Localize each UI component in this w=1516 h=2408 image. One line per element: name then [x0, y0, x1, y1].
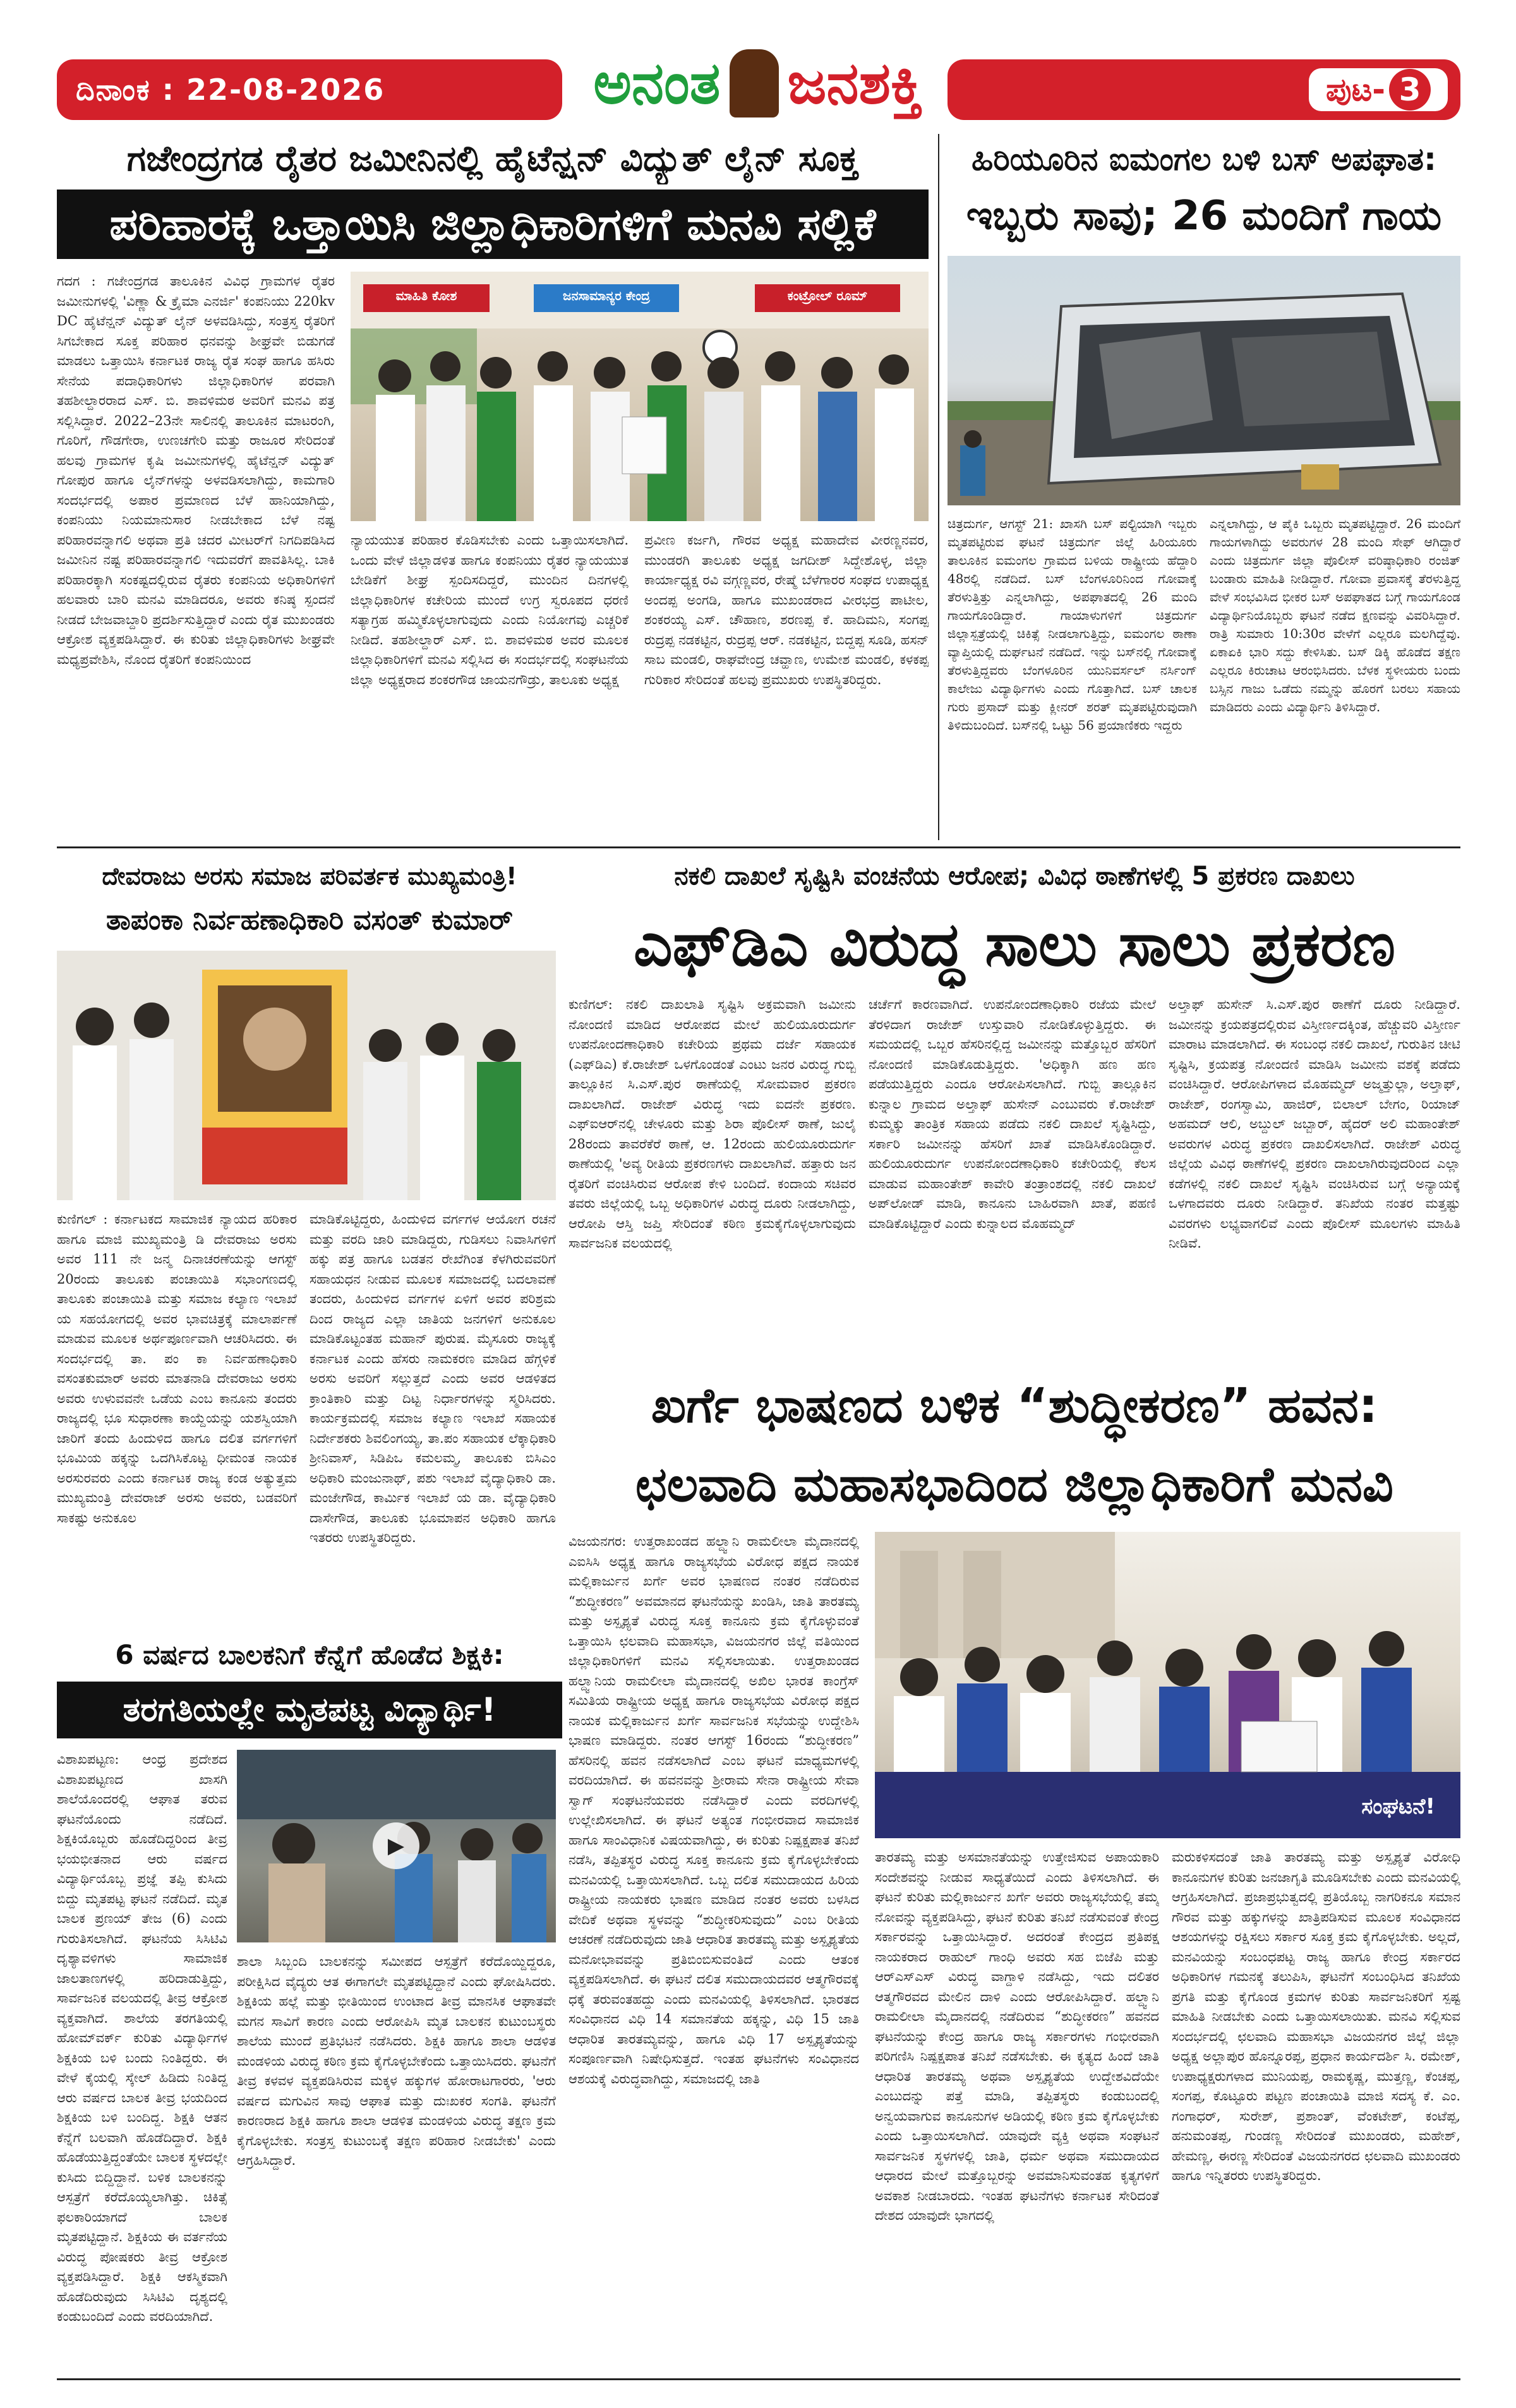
logo-word-right: ಜನಶಕ್ತಿ — [787, 49, 923, 117]
story3-headline-line1: ದೇವರಾಜು ಅರಸು ಸಮಾಜ ಪರಿವರ್ತಕ ಮುಖ್ಯಮಂತ್ರಿ! — [102, 862, 517, 890]
story5-video-still[interactable] — [237, 1750, 556, 1942]
page-bottom-rule — [57, 2378, 1460, 2380]
story5-column-1: ವಿಶಾಖಪಟ್ಟಣ: ಆಂಧ್ರ ಪ್ರದೇಶದ ವಿಶಾಖಪಟ್ಟಣದ ಖಾಸಗಿ ಶಾಲೆಯೊಂದರಲ್ಲಿ ಆಘಾತ ತರುವ ಘಟನೆಯೊಂದು ನಡೆದಿದೆ. ಶಿಕ್ಷಕಿಯೊಬ್ಬರು ಹೊಡೆದಿದ್ದರಿಂದ ತೀವ್ರ ಭಯಭೀತನಾದ ಆರು ವರ್ಷದ ವಿದ್ಯಾರ್ಥಿಯೊಬ್ಬ ಪ್ರಜ್ಞೆ ತಪ್ಪಿ ಕುಸಿದು ಬಿದ್ದು ಮೃತಪಟ್ಟ ಘಟನೆ ನಡೆದಿದೆ. ಮೃತ ಬಾಲಕ ಪ್ರಣಯ್ ತೇಜ (6) ಎಂದು ಗುರುತಿಸಲಾಗಿದೆ. ಘಟನೆಯ ಸಿಸಿಟಿವಿ ದೃಶ್ಯಾವಳಿಗಳು ಸಾಮಾಜಿಕ ಜಾಲತಾಣಗಳಲ್ಲಿ ಹರಿದಾಡುತ್ತಿದ್ದು, ಸಾರ್ವಜನಿಕ ವಲಯದಲ್ಲಿ ತೀವ್ರ ಆಕ್ರೋಶ ವ್ಯಕ್ತವಾಗಿದೆ. ಶಾಲೆಯ ತರಗತಿಯಲ್ಲಿ ಹೋಮ್‌ವರ್ಕ್ ಕುರಿತು ವಿದ್ಯಾರ್ಥಿಗಳ ಶಿಕ್ಷಕಿಯ ಬಳಿ ಬಂದು ನಿಂತಿದ್ದರು. ಈ ವೇಳೆ ಕೈಯಲ್ಲಿ ಸ್ಕೇಲ್ ಹಿಡಿದು ನಿಂತಿದ್ದ ಆರು ವರ್ಷದ ಬಾಲಕ ತೀವ್ರ ಭಯದಿಂದ ಶಿಕ್ಷಕಿಯ ಬಳಿ ಬಂದಿದ್ದ. ಶಿಕ್ಷಕಿ ಆತನ ಕೆನ್ನೆಗೆ ಬಲವಾಗಿ ಹೊಡೆದಿದ್ದಾರೆ. ಶಿಕ್ಷಕಿ ಹೊಡೆಯುತ್ತಿದ್ದಂತೆಯೇ ಬಾಲಕ ಸ್ಥಳದಲ್ಲೇ ಕುಸಿದು ಬಿದ್ದಿದ್ದಾನೆ. ಬಳಿಕ ಬಾಲಕನನ್ನು ಆಸ್ಪತ್ರೆಗೆ ಕರೆದೊಯ್ಯಲಾಗಿತ್ತು. ಚಿಕಿತ್ಸೆ ಫಲಕಾರಿಯಾಗದೆ ಬಾಲಕ ಮೃತಪಟ್ಟಿದ್ದಾನೆ. ಶಿಕ್ಷಕಿಯ ಈ ವರ್ತನೆಯ ವಿರುದ್ಧ ಪೋಷಕರು ತೀವ್ರ ಆಕ್ರೋಶ ವ್ಯಕ್ತಪಡಿಸಿದ್ದಾರೆ. ಶಿಕ್ಷಕಿ ಆಕಸ್ಮಿಕವಾಗಿ ಹೊಡೆದಿರುವುದು ಸಿಸಿಟಿವಿ ದೃಶ್ಯದಲ್ಲಿ ಕಂಡುಬಂದಿದೆ ಎಂದು ವರದಿಯಾಗಿದೆ. — [57, 1752, 227, 2324]
story2-photo — [948, 256, 1460, 505]
video-play-icon[interactable]: ▶ — [373, 1822, 419, 1869]
story6-headline-line1: ಖರ್ಗೆ ಭಾಷಣದ ಬಳಿಕ “ಶುದ್ಧೀಕರಣ” ಹವನ: — [651, 1377, 1378, 1433]
page-number-badge — [1309, 68, 1448, 111]
story6-photo — [875, 1532, 1460, 1838]
story4-headline-line1: ನಕಲಿ ದಾಖಲೆ ಸೃಷ್ಟಿಸಿ ವಂಚನೆಯ ಆರೋಪ; ವಿವಿಧ ಠಾಣೆಗಳಲ್ಲಿ 5 ಪ್ರಕರಣ ದಾಖಲು — [674, 862, 1355, 891]
masthead-page-bar — [948, 59, 1460, 120]
story6-column-2: ತಾರತಮ್ಯ ಮತ್ತು ಅಸಮಾನತೆಯನ್ನು ಉತ್ತೇಜಿಸುವ ಅಪಾಯಕಾರಿ ಸಂದೇಶವನ್ನು ನೀಡುವ ಸಾಧ್ಯತೆಯಿದೆ ಎಂದು ತಿಳಿಸಲಾಗಿದೆ. ಈ ಘಟನೆ ಕುರಿತು ಮಲ್ಲಿಕಾರ್ಜುನ ಖರ್ಗೆ ಅವರು ರಾಜ್ಯಸಭೆಯಲ್ಲಿ ತಮ್ಮ ನೋವನ್ನು ವ್ಯಕ್ತಪಡಿಸಿದ್ದು, ಘಟನೆ ಕುರಿತು ತನಿಖೆ ನಡೆಸುವಂತೆ ಕೇಂದ್ರ ಸರ್ಕಾರವನ್ನು ಒತ್ತಾಯಿಸಿದ್ದಾರೆ. ಅದರಂತೆ ಕೇಂದ್ರದ ಪ್ರತಿಪಕ್ಷ ನಾಯಕರಾದ ರಾಹುಲ್ ಗಾಂಧಿ ಅವರು ಸಹ ಬಿಜೆಪಿ ಮತ್ತು ಆರ್‌ಎಸ್‌ಎಸ್ ವಿರುದ್ಧ ವಾಗ್ದಾಳಿ ನಡೆಸಿದ್ದು, ಇದು ದಲಿತರ ಆತ್ಮಗೌರವದ ಮೇಲಿನ ದಾಳಿ ಎಂದು ಆರೋಪಿಸಿದ್ದಾರೆ. ಹಲ್ದ್ವಾನಿ ರಾಮಲೀಲಾ ಮೈದಾನದಲ್ಲಿ ನಡೆದಿರುವ “ಶುದ್ಧೀಕರಣ” ಹವನದ ಘಟನೆಯನ್ನು ಕೇಂದ್ರ ಹಾಗೂ ರಾಜ್ಯ ಸರ್ಕಾರಗಳು ಗಂಭೀರವಾಗಿ ಪರಿಗಣಿಸಿ ನಿಷ್ಪಕ್ಷಪಾತ ತನಿಖೆ ನಡೆಸಬೇಕು. ಈ ಕೃತ್ಯದ ಹಿಂದೆ ಜಾತಿ ಆಧಾರಿತ ತಾರತಮ್ಯ ಅಥವಾ ಅಸ್ಪೃಶ್ಯತೆಯ ಉದ್ದೇಶವಿದೆಯೇ ಎಂಬುದನ್ನು ಪತ್ತೆ ಮಾಡಿ, ತಪ್ಪಿತಸ್ಥರು ಕಂಡುಬಂದಲ್ಲಿ ಅನ್ವಯವಾಗುವ ಕಾನೂನುಗಳ ಅಡಿಯಲ್ಲಿ ಕಠಿಣ ಕ್ರಮ ಕೈಗೊಳ್ಳಬೇಕು ಎಂದು ಒತ್ತಾಯಿಸಲಾಗಿದೆ. ಯಾವುದೇ ವ್ಯಕ್ತಿ ಅಥವಾ ಸಂಘಟನೆ ಸಾರ್ವಜನಿಕ ಸ್ಥಳಗಳಲ್ಲಿ ಜಾತಿ, ಧರ್ಮ ಅಥವಾ ಸಮುದಾಯದ ಆಧಾರದ ಮೇಲೆ ಮತ್ತೊಬ್ಬರನ್ನು ಅವಮಾನಿಸುವಂತಹ ಕೃತ್ಯಗಳಿಗೆ ಅವಕಾಶ ನೀಡಬಾರದು. ಇಂತಹ ಘಟನೆಗಳು ಕರ್ನಾಟಕ ಸೇರಿದಂತೆ ದೇಶದ ಯಾವುದೇ ಭಾಗದಲ್ಲಿ — [875, 1850, 1159, 2223]
story4-column-3: ಅಲ್ತಾಫ್ ಹುಸೇನ್ ಸಿ.ಎಸ್.ಪುರ ಠಾಣೆಗೆ ದೂರು ನೀಡಿದ್ದಾರೆ. ಜಮೀನನ್ನು ಕ್ರಯಪತ್ರದಲ್ಲಿರುವ ವಿಸ್ತೀರ್ಣದಕ್ಕಿಂತ, ಹೆಚ್ಚುವರಿ ವಿಸ್ತೀರ್ಣ ಮಾರಾಟ ಮಾಡಲಾಗಿದೆ. ಈ ಸಂಬಂಧ ನಕಲಿ ದಾಖಲೆ, ಗುರುತಿನ ಚೀಟಿ ಸೃಷ್ಟಿಸಿ, ಕ್ರಯಪತ್ರ ನೋಂದಣಿ ಮಾಡಿಸಿ ಜಮೀನು ವಶಕ್ಕೆ ಪಡೆದು ವಂಚಿಸಿದ್ದಾರೆ. ಆರೋಪಿಗಳಾದ ಮೊಹಮ್ಮದ್ ಅಜ್ಮತ್ತುಲ್ಲಾ, ಅಲ್ತಾಫ್, ರಾಜೇಶ್, ರಂಗಸ್ವಾಮಿ, ಹಾಜಿರ್, ಬಿಲಾಲ್ ಬೇಗಂ, ರಿಯಾಜ್ ಅಹಮದ್ ಆಲಿ, ಅಬ್ದುಲ್ ಜಬ್ಬಾರ್, ಹೈದರ್ ಅಲಿ ಮಹಾಂತೇಶ್ ಅವರುಗಳ ವಿರುದ್ಧ ಪ್ರಕರಣ ದಾಖಲಿಸಲಾಗಿದೆ. ರಾಜೇಶ್ ವಿರುದ್ಧ ಜಿಲ್ಲೆಯ ವಿವಿಧ ಠಾಣೆಗಳಲ್ಲಿ ಪ್ರಕರಣ ದಾಖಲಾಗಿರುವುದರಿಂದ ಎಲ್ಲಾ ಕಡೆಗಳಲ್ಲಿ ನಕಲಿ ದಾಖಲೆ ಸೃಷ್ಟಿಸಿ ವಂಚಿಸಿರುವ ಬಗ್ಗೆ ಅನ್ಯಾಯಕ್ಕೆ ಒಳಗಾದವರು ದೂರು ನೀಡಿದ್ದಾರೆ. ತನಿಖೆಯ ನಂತರ ಮತ್ತಷ್ಟು ವಿವರಗಳು ಲಭ್ಯವಾಗಲಿವೆ ಎಂದು ಪೊಲೀಸ್ ಮೂಲಗಳು ಮಾಹಿತಿ ನೀಡಿವೆ. — [1169, 997, 1460, 1251]
newspaper-logo — [556, 39, 960, 128]
masthead-date-bar — [57, 59, 562, 120]
story1-column-1: ಗದಗ : ಗಜೇಂದ್ರಗಡ ತಾಲೂಕಿನ ವಿವಿಧ ಗ್ರಾಮಗಳ ರೈತರ ಜಮೀನುಗಳಲ್ಲಿ 'ವಿಣ್ಣಾ & ಕ್ರೈಮಾ ಎನರ್ಜಿ' ಕಂಪನಿಯು 220kv DC ಹೈಟೆನ್ಷನ್ ವಿದ್ಯುತ್ ಲೈನ್ ಅಳವಡಿಸಿದ್ದು, ಸಂತ್ರಸ್ತ ರೈತರಿಗೆ ಸಿಗಬೇಕಾದ ಸೂಕ್ತ ಪರಿಹಾರ ಧನವನ್ನು ಶೀಘ್ರವೇ ಬಿಡುಗಡೆ ಮಾಡಲು ಒತ್ತಾಯಿಸಿ ಕರ್ನಾಟಕ ರಾಜ್ಯ ರೈತ ಸಂಘ ಹಾಗೂ ಹಸಿರು ಸೇನೆಯ ಪದಾಧಿಕಾರಿಗಳು ಜಿಲ್ಲಾಧಿಕಾರಿಗಳ ಪರವಾಗಿ ತಹಶೀಲ್ದಾರರಾದ ಎಸ್. ಬಿ. ಶಾವಳಿಮಠ ಅವರಿಗೆ ಮನವಿ ಪತ್ರ ಸಲ್ಲಿಸಿದ್ದಾರೆ. 2022–23ನೇ ಸಾಲಿನಲ್ಲಿ ತಾಲೂಕಿನ ಮಾಟರಂಗಿ, ಗೊರಿಗೆ, ಗೌಡಗೇರಾ, ಉಣಚಗೇರಿ ಮತ್ತು ರಾಜೂರ ಸೇರಿದಂತೆ ಹಲವು ಗ್ರಾಮಗಳ ಕೃಷಿ ಜಮೀನುಗಳಲ್ಲಿ ಹೈಟೆನ್ಷನ್ ವಿದ್ಯುತ್ ಗೋಪುರ ಹಾಗೂ ಲೈನ್‌ಗಳನ್ನು ಅಳವಡಿಸಲಾಗಿದ್ದು, ಕಾಮಗಾರಿ ಸಂದರ್ಭದಲ್ಲಿ ಅಪಾರ ಪ್ರಮಾಣದ ಬೆಳೆ ಹಾನಿಯಾಗಿದ್ದು, ಕಂಪನಿಯು ನಿಯಮಾನುಸಾರ ನೀಡಬೇಕಾದ ಬೆಳೆ ನಷ್ಟ ಪರಿಹಾರವನ್ನಾಗಲಿ ಅಥವಾ ಪ್ರತಿ ಚದರ ಮೀಟರ್‌ಗೆ ನಿಗದಿಪಡಿಸಿದ ಜಮೀನಿನ ನಷ್ಟ ಪರಿಹಾರವನ್ನಾಗಲಿ ಇದುವರೆಗೆ ಪಾವತಿಸಿಲ್ಲ. ಬಾಕಿ ಪರಿಹಾರಕ್ಕಾಗಿ ಸಂಕಷ್ಟದಲ್ಲಿರುವ ರೈತರು ಕಂಪನಿಯ ಅಧಿಕಾರಿಗಳಿಗೆ ಹಲವಾರು ಬಾರಿ ಮನವಿ ಮಾಡಿದರೂ, ಅವರು ಕನಿಷ್ಠ ಸ್ಪಂದನೆ ನೀಡದೆ ಬೇಜವಾಬ್ದಾರಿ ಪ್ರದರ್ಶಿಸುತ್ತಿದ್ದಾರೆ ಎಂದು ರೈತ ಮುಖಂಡರು ಆಕ್ರೋಶ ವ್ಯಕ್ತಪಡಿಸಿದ್ದಾರೆ. ಈ ಕುರಿತು ಜಿಲ್ಲಾಧಿಕಾರಿಗಳು ಶೀಘ್ರವೇ ಮಧ್ಯಪ್ರವೇಶಿಸಿ, ನೊಂದ ರೈತರಿಗೆ ಕಂಪನಿಯಿಂದ — [57, 274, 335, 667]
story2-headline-line1: ಹಿರಿಯೂರಿನ ಐಮಂಗಲ ಬಳಿ ಬಸ್ ಅಪಘಾತ: — [972, 141, 1436, 178]
story3-column-1: ಕುಣಿಗಲ್ : ಕರ್ನಾಟಕದ ಸಾಮಾಜಿಕ ನ್ಯಾಯದ ಹರಿಕಾರ ಹಾಗೂ ಮಾಜಿ ಮುಖ್ಯಮಂತ್ರಿ ಡಿ ದೇವರಾಜು ಅರಸು ಅವರ 111 ನೇ ಜನ್ಮ ದಿನಾಚರಣೆಯನ್ನು ಆಗಸ್ಟ್ 20ರಂದು ತಾಲೂಕು ಪಂಚಾಯಿತಿ ಸಭಾಂಗಣದಲ್ಲಿ ತಾಲೂಕು ಪಂಚಾಯಿತಿ ಮತ್ತು ಸಮಾಜ ಕಲ್ಯಾಣ ಇಲಾಖೆ ಯ ಸಹಯೋಗದಲ್ಲಿ ಅವರ ಭಾವಚಿತ್ರಕ್ಕೆ ಮಾಲಾರ್ಪಣೆ ಮಾಡುವ ಮೂಲಕ ಅರ್ಥಪೂರ್ಣವಾಗಿ ಆಚರಿಸಿದರು. ಈ ಸಂದರ್ಭದಲ್ಲಿ ತಾ. ಪಂ ಕಾ ನಿರ್ವಹಣಾಧಿಕಾರಿ ವಸಂತಕುಮಾರ್ ಅವರು ಮಾತನಾಡಿ ದೇವರಾಜು ಅರಸು ಅವರು ಉಳುವವನೇ ಒಡೆಯ ಎಂಬ ಕಾನೂನು ತಂದರು ರಾಜ್ಯದಲ್ಲಿ ಭೂ ಸುಧಾರಣಾ ಕಾಯ್ದೆಯನ್ನು ಯಶಸ್ವಿಯಾಗಿ ಜಾರಿಗೆ ತಂದು ಹಿಂದುಳಿದ ಹಾಗೂ ದಲಿತ ವರ್ಗಗಳಿಗೆ ಭೂಮಿಯ ಹಕ್ಕನ್ನು ಒದಗಿಸಿಕೊಟ್ಟ ಧೀಮಂತ ನಾಯಕ ಅರಸುರವರು ಎಂದು ಕರ್ನಾಟಕ ರಾಜ್ಯ ಕಂಡ ಅತ್ಯುತ್ತಮ ಮುಖ್ಯಮಂತ್ರಿ ದೇವರಾಜ್ ಅರಸು ಅವರು, ಬಡವರಿಗೆ ಸಾಕಷ್ಟು ಅನುಕೂಲ — [57, 1212, 297, 1526]
page-label: ಪುಟ- — [1325, 71, 1386, 108]
story2-headline-line2: ಇಬ್ಬರು ಸಾವು; 26 ಮಂದಿಗೆ ಗಾಯ — [966, 193, 1442, 239]
story5-column-2: ಶಾಲಾ ಸಿಬ್ಬಂದಿ ಬಾಲಕನನ್ನು ಸಮೀಪದ ಆಸ್ಪತ್ರೆಗೆ ಕರೆದೊಯ್ದಿದ್ದರೂ, ಪರೀಕ್ಷಿಸಿದ ವೈದ್ಯರು ಆತ ಈಗಾಗಲೇ ಮೃತಪಟ್ಟಿದ್ದಾನೆ ಎಂದು ಘೋಷಿಸಿದರು. ಶಿಕ್ಷಕಿಯ ಹಲ್ಲೆ ಮತ್ತು ಭೀತಿಯಿಂದ ಉಂಟಾದ ತೀವ್ರ ಮಾನಸಿಕ ಆಘಾತವೇ ಮಗನ ಸಾವಿಗೆ ಕಾರಣ ಎಂದು ಆರೋಪಿಸಿ ಮೃತ ಬಾಲಕನ ಕುಟುಂಬಸ್ಥರು ಶಾಲೆಯ ಮುಂದೆ ಪ್ರತಿಭಟನೆ ನಡೆಸಿದರು. ಶಿಕ್ಷಕಿ ಹಾಗೂ ಶಾಲಾ ಆಡಳಿತ ಮಂಡಳಿಯ ವಿರುದ್ಧ ಕಠಿಣ ಕ್ರಮ ಕೈಗೊಳ್ಳಬೇಕೆಂದು ಒತ್ತಾಯಿಸಿದರು. ಘಟನೆಗೆ ತೀವ್ರ ಕಳವಳ ವ್ಯಕ್ತಪಡಿಸಿರುವ ಮಕ್ಕಳ ಹಕ್ಕುಗಳ ಹೋರಾಟಗಾರರು, 'ಆರು ವರ್ಷದ ಮಗುವಿನ ಸಾವು ಆಘಾತ ಮತ್ತು ದುಃಖಕರ ಸಂಗತಿ. ಘಟನೆಗೆ ಕಾರಣರಾದ ಶಿಕ್ಷಕಿ ಹಾಗೂ ಶಾಲಾ ಆಡಳಿತ ಮಂಡಳಿಯ ವಿರುದ್ಧ ತಕ್ಷಣ ಕ್ರಮ ಕೈಗೊಳ್ಳಬೇಕು. ಸಂತ್ರಸ್ತ ಕುಟುಂಬಕ್ಕೆ ತಕ್ಷಣ ಪರಿಹಾರ ನೀಡಬೇಕು' ಎಂದು ಆಗ್ರಹಿಸಿದ್ದಾರೆ. — [237, 1954, 556, 2168]
section-divider-1 — [57, 846, 1460, 848]
story5-headline-line2: ತರಗತಿಯಲ್ಲೇ ಮೃತಪಟ್ಟ ವಿದ್ಯಾರ್ಥಿ! — [57, 1682, 562, 1738]
story1-column-2: ನ್ಯಾಯಯುತ ಪರಿಹಾರ ಕೊಡಿಸಬೇಕು ಎಂದು ಒತ್ತಾಯಿಸಲಾಗಿದೆ. ಒಂದು ವೇಳೆ ಜಿಲ್ಲಾಡಳಿತ ಹಾಗೂ ಕಂಪನಿಯು ರೈತರ ನ್ಯಾಯಯುತ ಬೇಡಿಕೆಗೆ ಶೀಘ್ರ ಸ್ಪಂದಿಸದಿದ್ದರೆ, ಮುಂದಿನ ದಿನಗಳಲ್ಲಿ ಜಿಲ್ಲಾಧಿಕಾರಿಗಳ ಕಚೇರಿಯ ಮುಂದೆ ಉಗ್ರ ಸ್ವರೂಪದ ಧರಣಿ ಸತ್ಯಾಗ್ರಹ ಹಮ್ಮಿಕೊಳ್ಳಲಾಗುವುದು ಎಂದು ನಿಯೋಗವು ಎಚ್ಚರಿಕೆ ನೀಡಿದೆ. ತಹಶೀಲ್ದಾರ್ ಎಸ್. ಬಿ. ಶಾವಳಿಮಠ ಅವರ ಮೂಲಕ ಜಿಲ್ಲಾಧಿಕಾರಿಗಳಿಗೆ ಮನವಿ ಸಲ್ಲಿಸಿದ ಈ ಸಂದರ್ಭದಲ್ಲಿ ಸಂಘಟನೆಯ ಜಿಲ್ಲಾ ಅಧ್ಯಕ್ಷರಾದ ಶಂಕರಗೌಡ ಜಾಯನಗೌಡ್ರು, ತಾಲೂಕು ಅಧ್ಯಕ್ಷ — [351, 533, 629, 687]
photo-sign-control-room: ಕಂಟ್ರೋಲ್ ರೂಮ್ — [787, 288, 868, 303]
story3-headline-line2: ತಾಪಂಕಾ ನಿರ್ವಹಣಾಧಿಕಾರಿ ವಸಂತ್ ಕುಮಾರ್ — [105, 904, 513, 936]
story3-photo-scene — [57, 951, 556, 1200]
story3-photo — [57, 951, 556, 1200]
column-divider — [938, 134, 939, 840]
story6-column-1: ವಿಜಯನಗರ: ಉತ್ತರಾಖಂಡದ ಹಲ್ದ್ವಾನಿ ರಾಮಲೀಲಾ ಮೈದಾನದಲ್ಲಿ ಎಐಸಿಸಿ ಅಧ್ಯಕ್ಷ ಹಾಗೂ ರಾಜ್ಯಸಭೆಯ ವಿರೋಧ ಪಕ್ಷದ ನಾಯಕ ಮಲ್ಲಿಕಾರ್ಜುನ ಖರ್ಗೆ ಅವರ ಭಾಷಣದ ನಂತರ ನಡೆದಿರುವ “ಶುದ್ಧೀಕರಣ” ಅವಮಾನದ ಘಟನೆಯನ್ನು ಖಂಡಿಸಿ, ಜಾತಿ ತಾರತಮ್ಯ ಮತ್ತು ಅಸ್ಪೃಶ್ಯತೆ ವಿರುದ್ಧ ಸೂಕ್ತ ಕಾನೂನು ಕ್ರಮ ಕೈಗೊಳ್ಳುವಂತೆ ಒತ್ತಾಯಿಸಿ ಛಲವಾದಿ ಮಹಾಸಭಾ, ವಿಜಯನಗರ ಜಿಲ್ಲೆ ವತಿಯಿಂದ ಜಿಲ್ಲಾಧಿಕಾರಿಗಳಿಗೆ ಮನವಿ ಸಲ್ಲಿಸಲಾಯಿತು. ಉತ್ತರಾಖಂಡದ ಹಲ್ದ್ವಾನಿಯ ರಾಮಲೀಲಾ ಮೈದಾನದಲ್ಲಿ ಅಖಿಲ ಭಾರತ ಕಾಂಗ್ರೆಸ್ ಸಮಿತಿಯ ರಾಷ್ಟ್ರೀಯ ಅಧ್ಯಕ್ಷ ಹಾಗೂ ರಾಜ್ಯಸಭೆಯ ವಿರೋಧ ಪಕ್ಷದ ನಾಯಕ ಮಲ್ಲಿಕಾರ್ಜುನ ಖರ್ಗೆ ಸಾರ್ವಜನಿಕ ಸಭೆಯನ್ನು ಉದ್ದೇಶಿಸಿ ಭಾಷಣ ಮಾಡಿದ್ದರು. ನಂತರ ಆಗಸ್ಟ್ 16ರಂದು “ಶುದ್ಧೀಕರಣ” ಹೆಸರಿನಲ್ಲಿ ಹವನ ನಡೆಸಲಾಗಿದೆ ಎಂಬ ಘಟನೆ ಮಾಧ್ಯಮಗಳಲ್ಲಿ ವರದಿಯಾಗಿದೆ. ಈ ಹವನವನ್ನು ಶ್ರೀರಾಮ ಸೇನಾ ರಾಷ್ಟ್ರೀಯ ಸೇವಾ ಸ್ವಾಗ್ ಸಂಘಟನೆಯವರು ನಡೆಸಿದ್ದಾರೆ ಎಂದು ವರದಿಗಳಲ್ಲಿ ಉಲ್ಲೇಖಿಸಲಾಗಿದೆ. ಈ ಘಟನೆ ಅತ್ಯಂತ ಗಂಭೀರವಾದ ಸಾಮಾಜಿಕ ಹಾಗೂ ಸಾಂವಿಧಾನಿಕ ವಿಷಯವಾಗಿದ್ದು, ಈ ಕುರಿತು ನಿಷ್ಪಕ್ಷಪಾತ ತನಿಖೆ ನಡೆಸಿ, ತಪ್ಪಿತಸ್ಥರ ವಿರುದ್ಧ ಸೂಕ್ತ ಕಾನೂನು ಕ್ರಮ ಕೈಗೊಳ್ಳಬೇಕೆಂದು ಮನವಿಯಲ್ಲಿ ಒತ್ತಾಯಿಸಲಾಗಿದೆ. ಒಬ್ಬ ದಲಿತ ಸಮುದಾಯದ ಹಿರಿಯ ರಾಷ್ಟ್ರೀಯ ನಾಯಕರು ಭಾಷಣ ಮಾಡಿದ ನಂತರ ಅವರು ಬಳಸಿದ ವೇದಿಕೆ ಅಥವಾ ಸ್ಥಳವನ್ನು “ಶುದ್ಧೀಕರಿಸುವುದು” ಎಂಬ ರೀತಿಯ ಆಚರಣೆ ನಡೆದಿರುವುದು ಜಾತಿ ಆಧಾರಿತ ತಾರತಮ್ಯ ಮತ್ತು ಅಸ್ಪೃಶ್ಯತೆಯ ಮನೋಭಾವವನ್ನು ಪ್ರತಿಬಿಂಬಿಸುವಂತಿದೆ ಎಂದು ಆತಂಕ ವ್ಯಕ್ತಪಡಿಸಲಾಗಿದೆ. ಈ ಘಟನೆ ದಲಿತ ಸಮುದಾಯದವರ ಆತ್ಮಗೌರವಕ್ಕೆ ಧಕ್ಕೆ ತರುವಂತಹದ್ದು ಎಂದು ಮನವಿಯಲ್ಲಿ ತಿಳಿಸಲಾಗಿದೆ. ಭಾರತದ ಸಂವಿಧಾನದ ವಿಧಿ 14 ಸಮಾನತೆಯ ಹಕ್ಕನ್ನು, ವಿಧಿ 15 ಜಾತಿ ಆಧಾರಿತ ತಾರತಮ್ಯವನ್ನು, ಹಾಗೂ ವಿಧಿ 17 ಅಸ್ಪೃಶ್ಯತೆಯನ್ನು ಸಂಪೂರ್ಣವಾಗಿ ನಿಷೇಧಿಸುತ್ತದೆ. ಇಂತಹ ಘಟನೆಗಳು ಸಂವಿಧಾನದ ಆಶಯಕ್ಕೆ ವಿರುದ್ಧವಾಗಿದ್ದು, ಸಮಾಜದಲ್ಲಿ ಜಾತಿ — [568, 1534, 859, 2086]
story1-headline-line2: ಪರಿಹಾರಕ್ಕೆ ಒತ್ತಾಯಿಸಿ ಜಿಲ್ಲಾಧಿಕಾರಿಗಳಿಗೆ ಮನವಿ ಸಲ್ಲಿಕೆ — [57, 190, 929, 259]
story2-column-1: ಚಿತ್ರದುರ್ಗ, ಆಗಸ್ಟ್ 21: ಖಾಸಗಿ ಬಸ್ ಪಲ್ಟಿಯಾಗಿ ಇಬ್ಬರು ಮೃತಪಟ್ಟಿರುವ ಘಟನೆ ಚಿತ್ರದುರ್ಗ ಜಿಲ್ಲೆ ಹಿರಿಯೂರು ತಾಲೂಕಿನ ಐಮಂಗಲ ಗ್ರಾಮದ ಬಳಿಯ ರಾಷ್ಟ್ರೀಯ ಹೆದ್ದಾರಿ 48ರಲ್ಲಿ ನಡೆದಿದೆ. ಬಸ್ ಬೆಂಗಳೂರಿನಿಂದ ಗೋವಾಕ್ಕೆ ತೆರಳುತ್ತಿತ್ತು ಎನ್ನಲಾಗಿದ್ದು, ಅಪಘಾತದಲ್ಲಿ 26 ಮಂದಿ ಗಾಯಗೊಂಡಿದ್ದಾರೆ. ಗಾಯಾಳುಗಳಿಗೆ ಚಿತ್ರದುರ್ಗ ಜಿಲ್ಲಾಸ್ಪತ್ರೆಯಲ್ಲಿ ಚಿಕಿತ್ಸೆ ನೀಡಲಾಗುತ್ತಿದ್ದು, ಐಮಂಗಲ ಠಾಣಾ ವ್ಯಾಪ್ತಿಯಲ್ಲಿ ದುರ್ಘಟನೆ ನಡೆದಿದೆ. ಇನ್ನು ಬಸ್‌ನಲ್ಲಿ ಗೋವಾಕ್ಕೆ ತೆರಳುತ್ತಿದ್ದವರು ಬೆಂಗಳೂರಿನ ಯುನಿವರ್ಸಲ್ ನರ್ಸಿಂಗ್ ಕಾಲೇಜು ವಿದ್ಯಾರ್ಥಿಗಳು ಎಂದು ಗೊತ್ತಾಗಿದೆ. ಬಸ್ ಚಾಲಕ ಗುರು ಪ್ರಸಾದ್ ಮತ್ತು ಕ್ಲೀನರ್ ಶರತ್ ಮೃತಪಟ್ಟಿರುವುದಾಗಿ ತಿಳಿದುಬಂದಿದೆ. ಬಸ್‌ನಲ್ಲಿ ಒಟ್ಟು 56 ಪ್ರಯಾಣಿಕರು ಇದ್ದರು — [948, 516, 1197, 733]
story6-photo-scene — [875, 1532, 1460, 1838]
raised-fist-icon — [730, 49, 779, 117]
story2-column-2: ಎನ್ನಲಾಗಿದ್ದು, ಆ ಪೈಕಿ ಒಬ್ಬರು ಮೃತಪಟ್ಟಿದ್ದಾರೆ. 26 ಮಂದಿಗೆ ಗಾಯಗಳಾಗಿದ್ದು ಅವರುಗಳ 28 ಮಂದಿ ಸೇಫ್ ಆಗಿದ್ದಾರೆ ಎಂದು ಚಿತ್ರದುರ್ಗ ಜಿಲ್ಲಾ ಪೊಲೀಸ್ ವರಿಷ್ಠಾಧಿಕಾರಿ ರಂಜಿತ್ ಬಂಡಾರು ಮಾಹಿತಿ ನೀಡಿದ್ದಾರೆ. ಗೋವಾ ಪ್ರವಾಸಕ್ಕೆ ತೆರಳುತ್ತಿದ್ದ ವೇಳೆ ಸಂಭವಿಸಿದ ಭೀಕರ ಬಸ್ ಅಪಘಾತದ ಬಗ್ಗೆ ಗಾಯಗೊಂಡ ವಿದ್ಯಾರ್ಥಿನಿಯೊಬ್ಬರು ಘಟನೆ ನಡೆದ ಕ್ಷಣವನ್ನು ವಿವರಿಸಿದ್ದಾರೆ. ರಾತ್ರಿ ಸುಮಾರು 10:30ರ ವೇಳೆಗೆ ಎಲ್ಲರೂ ಮಲಗಿದ್ದೆವು. ಏಕಾಏಕಿ ಭಾರಿ ಸದ್ದು ಕೇಳಿಸಿತು. ಬಸ್ ಡಿಕ್ಕಿ ಹೊಡೆದ ತಕ್ಷಣ ಎಲ್ಲರೂ ಕಿರುಚಾಟ ಆರಂಭಿಸಿದರು. ಬೆಳಕ ಸ್ಥಳೀಯರು ಬಂದು ಬಸ್ಸಿನ ಗಾಜು ಒಡೆದು ನಮ್ಮನ್ನು ಹೊರಗೆ ಬರಲು ಸಹಾಯ ಮಾಡಿದರು ಎಂದು ವಿದ್ಯಾರ್ಥಿನಿ ತಿಳಿಸಿದ್ದಾರೆ. — [1210, 516, 1460, 714]
story4-headline-line2: ಎಫ್‌ಡಿಎ ವಿರುದ್ಧ ಸಾಲು ಸಾಲು ಪ್ರಕರಣ — [633, 909, 1396, 980]
story1-photo — [351, 272, 929, 521]
logo-word-left: ಅನಂತ — [593, 49, 721, 117]
story2-photo-scene — [948, 256, 1460, 505]
story3-column-2: ಮಾಡಿಕೊಟ್ಟಿದ್ದರು, ಹಿಂದುಳಿದ ವರ್ಗಗಳ ಆಯೋಗ ರಚನೆ ಮತ್ತು ವರದಿ ಜಾರಿ ಮಾಡಿದ್ದರು, ಗುಡಿಸಲು ನಿವಾಸಿಗಳಿಗೆ ಹಕ್ಕು ಪತ್ರ ಹಾಗೂ ಬಡತನ ರೇಖೆಗಿಂತ ಕೆಳಗಿರುವವರಿಗೆ ಸಹಾಯಧನ ನೀಡುವ ಮೂಲಕ ಸಮಾಜದಲ್ಲಿ ಬದಲಾವಣೆ ತಂದರು, ಹಿಂದುಳಿದ ವರ್ಗಗಳ ಏಳಿಗೆ ಅವರ ಪರಿಶ್ರಮ ದಿಂದ ರಾಜ್ಯದ ಎಲ್ಲಾ ಜಾತಿಯ ಜನಗಳಿಗೆ ಅನುಕೂಲ ಮಾಡಿಕೊಟ್ಟಂತಹ ಮಹಾನ್ ಪುರುಷ. ಮೈಸೂರು ರಾಜ್ಯಕ್ಕೆ ಕರ್ನಾಟಕ ಎಂದು ಹೆಸರು ನಾಮಕರಣ ಮಾಡಿದ ಹೆಗ್ಗಳಿಕೆ ಅರಸು ಅವರಿಗೆ ಸಲ್ಲುತ್ತದೆ ಎಂದು ಅವರ ಆಡಳಿತದ ಕ್ರಾಂತಿಕಾರಿ ಮತ್ತು ದಿಟ್ಟ ನಿರ್ಧಾರಗಳನ್ನು ಸ್ಮರಿಸಿದರು. ಕಾರ್ಯಕ್ರಮದಲ್ಲಿ ಸಮಾಜ ಕಲ್ಯಾಣ ಇಲಾಖೆ ಸಹಾಯಕ ನಿರ್ದೇಶಕರು ಶಿವಲಿಂಗಯ್ಯ, ತಾ.ಪಂ ಸಹಾಯಕ ಲೆಕ್ಕಾಧಿಕಾರಿ ಶ್ರೀನಿವಾಸ್, ಸಿಡಿಪಿಒ ಕಮಲಮ್ಮ, ತಾಲೂಕು ಬಿಸಿಎಂ ಅಧಿಕಾರಿ ಮಂಜುನಾಥ್, ಪಶು ಇಲಾಖೆ ವೈದ್ಯಾಧಿಕಾರಿ ಡಾ. ಮಂಜೇಗೌಡ, ಕಾರ್ಮಿಕ ಇಲಾಖೆ ಯ ಡಾ. ವೈದ್ಯಾಧಿಕಾರಿ ದಾಸೇಗೌಡ, ತಾಲೂಕು ಭೂಮಾಪನ ಅಧಿಕಾರಿ ಹಾಗೂ ಇತರರು ಉಪಸ್ಥಿತರಿದ್ದರು. — [310, 1212, 556, 1545]
issue-date: ದಿನಾಂಕ : 22-08-2026 — [76, 73, 385, 107]
photo-sign-center: ಜನಸಾಮಾನ್ಯರ ಕೇಂದ್ರ — [563, 288, 650, 303]
story1-photo-scene — [351, 272, 929, 521]
story6-column-3: ಮರುಕಳಿಸದಂತೆ ಜಾತಿ ತಾರತಮ್ಯ ಮತ್ತು ಅಸ್ಪೃಶ್ಯತೆ ವಿರೋಧಿ ಕಾನೂನುಗಳ ಕುರಿತು ಜನಜಾಗೃತಿ ಮೂಡಿಸಬೇಕು ಎಂದು ಮನವಿಯಲ್ಲಿ ಆಗ್ರಹಿಸಲಾಗಿದೆ. ಪ್ರಜಾಪ್ರಭುತ್ವದಲ್ಲಿ ಪ್ರತಿಯೊಬ್ಬ ನಾಗರಿಕನೂ ಸಮಾನ ಗೌರವ ಮತ್ತು ಹಕ್ಕುಗಳನ್ನು ಖಾತ್ರಿಪಡಿಸುವ ಮೂಲಕ ಸಂವಿಧಾನದ ಆಶಯಗಳನ್ನು ರಕ್ಷಿಸಲು ಸರ್ಕಾರ ಸೂಕ್ತ ಕ್ರಮ ಕೈಗೊಳ್ಳಬೇಕು. ಅಲ್ಲದೆ, ಮನವಿಯನ್ನು ಸಂಬಂಧಪಟ್ಟ ರಾಜ್ಯ ಹಾಗೂ ಕೇಂದ್ರ ಸರ್ಕಾರದ ಅಧಿಕಾರಿಗಳ ಗಮನಕ್ಕೆ ತಲುಪಿಸಿ, ಘಟನೆಗೆ ಸಂಬಂಧಿಸಿದ ತನಿಖೆಯ ಪ್ರಗತಿ ಮತ್ತು ಕೈಗೊಂಡ ಕ್ರಮಗಳ ಕುರಿತು ಸಾರ್ವಜನಿಕರಿಗೆ ಸ್ಪಷ್ಟ ಮಾಹಿತಿ ನೀಡಬೇಕು ಎಂದು ಒತ್ತಾಯಿಸಲಾಯಿತು. ಮನವಿ ಸಲ್ಲಿಸುವ ಸಂದರ್ಭದಲ್ಲಿ ಛಲವಾದಿ ಮಹಾಸಭಾ ವಿಜಯನಗರ ಜಿಲ್ಲೆ ಜಿಲ್ಲಾ ಅಧ್ಯಕ್ಷ ಅಲ್ಲಾಪುರ ಹೊನ್ನೂರಪ್ಪ, ಪ್ರಧಾನ ಕಾರ್ಯದರ್ಶಿ ಸಿ. ರಮೇಶ್, ಉಪಾಧ್ಯಕ್ಷರುಗಳಾದ ಮುನಿಯಪ್ಪ, ರಾಮಕೃಷ್ಣ, ಮುತ್ತಣ್ಣ, ಕೆಂಚಪ್ಪ, ಸಂಗಪ್ಪ, ಕೊಟ್ಟೂರು ಪಟ್ಟಣ ಪಂಚಾಯಿತಿ ಮಾಜಿ ಸದಸ್ಯ ಕೆ. ಎಂ. ಗಂಗಾಧರ್, ಸುರೇಶ್, ಪ್ರಶಾಂತ್, ವೆಂಕಟೇಶ್, ಕಂಟೆಪ್ಪ, ಹನುಮಂತಪ್ಪ, ಗುಂಡಣ್ಣ ಸೇರಿದಂತೆ ಮುಖಂಡರು, ಮಹೇಶ್, ಹೇಮಣ್ಣ, ಈರಣ್ಣ ಸೇರಿದಂತೆ ವಿಜಯನಗರದ ಛಲವಾದಿ ಮುಖಂಡರು ಹಾಗೂ ಇನ್ನಿತರರು ಉಪಸ್ಥಿತರಿದ್ದರು. — [1172, 1850, 1460, 2183]
page-number: 3 — [1389, 69, 1431, 111]
story1-column-3: ಪ್ರವೀಣ ಕರ್ಜಗಿ, ಗೌರವ ಅಧ್ಯಕ್ಷ ಮಹಾದೇವ ವೀರಣ್ಣನವರ, ಮುಂಡರಗಿ ತಾಲೂಕು ಅಧ್ಯಕ್ಷ ಜಗದೀಶ್ ಸಿದ್ದೇಶೊಳ್ಳ, ಜಿಲ್ಲಾ ಕಾರ್ಯಾಧ್ಯಕ್ಷ ರವಿ ವಗ್ಗಣ್ಣವರ, ರೇಷ್ಮೆ ಬೆಳೆಗಾರರ ಸಂಘದ ಉಪಾಧ್ಯಕ್ಷ ಅಂದಪ್ಪ ಅಂಗಡಿ, ಹಾಗೂ ಮುಖಂಡರಾದ ವೀರಭದ್ರ ಪಾಟೀಲ, ಶಂಕರಯ್ಯ ಎಸ್. ಚೌಹಾಣ, ಶರಣಪ್ಪ ಕೆ. ಹಾದಿಮನಿ, ಸಂಗಪ್ಪ ರುದ್ರಪ್ಪ ನಡಕಟ್ಟಿನ, ರುದ್ರಪ್ಪ ಆರ್. ನಡಕಟ್ಟಿನ, ಬಿದ್ದಪ್ಪ ಸೂಡಿ, ಹಸನ್ ಸಾಬ ಮಂಡಲಿ, ರಾಘವೇಂದ್ರ ಚವ್ಹಾಣ, ಉಮೇಶ ಮಂಡಲಿ, ಕಳಕಪ್ಪ ಗುರಿಕಾರ ಸೇರಿದಂತೆ ಹಲವು ಪ್ರಮುಖರು ಉಪಸ್ಥಿತರಿದ್ದರು. — [644, 533, 929, 687]
story6-headline-line2: ಛಲವಾದಿ ಮಹಾಸಭಾದಿಂದ ಜಿಲ್ಲಾಧಿಕಾರಿಗೆ ಮನವಿ — [635, 1456, 1393, 1512]
story4-column-2: ಚರ್ಚೆಗೆ ಕಾರಣವಾಗಿದೆ. ಉಪನೋಂದಣಾಧಿಕಾರಿ ರಜೆಯ ಮೇಲೆ ತೆರಳಿದಾಗ ರಾಜೇಶ್ ಉಸ್ತುವಾರಿ ನೋಡಿಕೊಳ್ಳುತ್ತಿದ್ದರು. ಈ ಸಮಯದಲ್ಲಿ ಒಬ್ಬರ ಹೆಸರಿನಲ್ಲಿದ್ದ ಜಮೀನನ್ನು ಮತ್ತೊಬ್ಬರ ಹೆಸರಿಗೆ ನೋಂದಣಿ ಮಾಡಿಕೊಡುತ್ತಿದ್ದರು. 'ಅಧಿಕ್ಕಾಗಿ ಹಣ ಹಣ ಪಡೆಯುತ್ತಿದ್ದರು ಎಂದೂ ಆರೋಪಿಸಲಾಗಿದೆ. ಗುಬ್ಬಿ ತಾಲ್ಲೂಕಿನ ಕುನ್ನಾಲ ಗ್ರಾಮದ ಅಲ್ತಾಫ್ ಹುಸೇನ್ ಎಂಬುವರು ಕೆ.ರಾಜೇಶ್ ಕುಮ್ಮಕ್ಕು ತಾಂತ್ರಿಕ ಸಹಾಯ ಪಡೆದು ನಕಲಿ ದಾಖಲೆ ಸೃಷ್ಟಿಸಿದ್ದು, ಸರ್ಕಾರಿ ಜಮೀನನ್ನು ಹೆಸರಿಗೆ ಖಾತೆ ಮಾಡಿಸಿಕೊಂಡಿದ್ದಾರೆ. ಹುಲಿಯೂರುದುರ್ಗ ಉಪನೋಂದಣಾಧಿಕಾರಿ ಕಚೇರಿಯಲ್ಲಿ ಕೆಲಸ ಮಾಡುವ ಮಹಾಂತೇಶ್ ಕಾವೇರಿ ತಂತ್ರಾಂಶದಲ್ಲಿ ನಕಲಿ ದಾಖಲೆ ಅಪ್‌ಲೋಡ್ ಮಾಡಿ, ಕಾನೂನು ಬಾಹಿರವಾಗಿ ಖಾತೆ, ಪಹಣಿ ಮಾಡಿಕೊಟ್ಟಿದ್ದಾರೆ ಎಂದು ಕುನ್ನಾಲದ ಮೊಹಮ್ಮದ್ — [869, 997, 1156, 1231]
photo-sign-info: ಮಾಹಿತಿ ಕೋಶ — [395, 288, 457, 303]
photo-banner-text: ಸಂಘಟನೆ! — [1361, 1794, 1435, 1819]
story5-headline-line1: 6 ವರ್ಷದ ಬಾಲಕನಿಗೆ ಕೆನ್ನೆಗೆ ಹೊಡೆದ ಶಿಕ್ಷಕಿ: — [115, 1639, 504, 1670]
story1-headline-line1: ಗಜೇಂದ್ರಗಡ ರೈತರ ಜಮೀನಿನಲ್ಲಿ ಹೈಟೆನ್ಷನ್ ವಿದ್ಯುತ್ ಲೈನ್ ಸೂಕ್ತ — [126, 138, 859, 179]
story4-column-1: ಕುಣಿಗಲ್: ನಕಲಿ ದಾಖಲಾತಿ ಸೃಷ್ಟಿಸಿ ಅಕ್ರಮವಾಗಿ ಜಮೀನು ನೋಂದಣಿ ಮಾಡಿದ ಆರೋಪದ ಮೇಲೆ ಹುಲಿಯೂರುದುರ್ಗ ಉಪನೋಂದಣಾಧಿಕಾರಿ ಕಚೇರಿಯ ಪ್ರಥಮ ದರ್ಜೆ ಸಹಾಯಕ (ಎಫ್‌ಡಿಎ) ಕೆ.ರಾಜೇಶ್ ಒಳಗೊಂಡಂತೆ ಎಂಟು ಜನರ ವಿರುದ್ಧ ಗುಬ್ಬಿ ತಾಲ್ಲೂಕಿನ ಸಿ.ಎಸ್.ಪುರ ಠಾಣೆಯಲ್ಲಿ ಸೋಮವಾರ ಪ್ರಕರಣ ದಾಖಲಾಗಿದೆ. ರಾಜೇಶ್ ವಿರುದ್ಧ ಇದು ಐದನೇ ಪ್ರಕರಣ. ಎಫ್ಐಆರ್‌ನಲ್ಲಿ ಚೇಳೂರು ಮತ್ತು ಶಿರಾ ಪೊಲೀಸ್ ಠಾಣೆ, ಜುಲೈ 28ರಂದು ತಾವರೆಕೆರೆ ಠಾಣೆ, ಆ. 12ರಂದು ಹುಲಿಯೂರುದುರ್ಗ ಠಾಣೆಯಲ್ಲಿ 'ಅವ್ಯ ರೀತಿಯ ಪ್ರಕರಣಗಳು ದಾಖಲಾಗಿವೆ. ಹತ್ತಾರು ಜನ ರೈತರಿಗೆ ವಂಚಿಸಿರುವ ಆರೋಪ ಕೇಳಿ ಬಂದಿದೆ. ಕಂದಾಯ ಸಚಿವರ ತವರು ಜಿಲ್ಲೆಯಲ್ಲಿ ಒಬ್ಬ ಅಧಿಕಾರಿಗಳ ವಿರುದ್ಧ ದೂರು ನೀಡಲಾಗಿದ್ದು, ಆರೋಪಿ ಆಸ್ತಿ ಜಪ್ತಿ ಸೇರಿದಂತೆ ಕಠಿಣ ಕ್ರಮಕೈಗೊಳ್ಳಲಾಗುವುದು ಸಾರ್ವಜನಿಕ ವಲಯದಲ್ಲಿ — [568, 997, 856, 1251]
